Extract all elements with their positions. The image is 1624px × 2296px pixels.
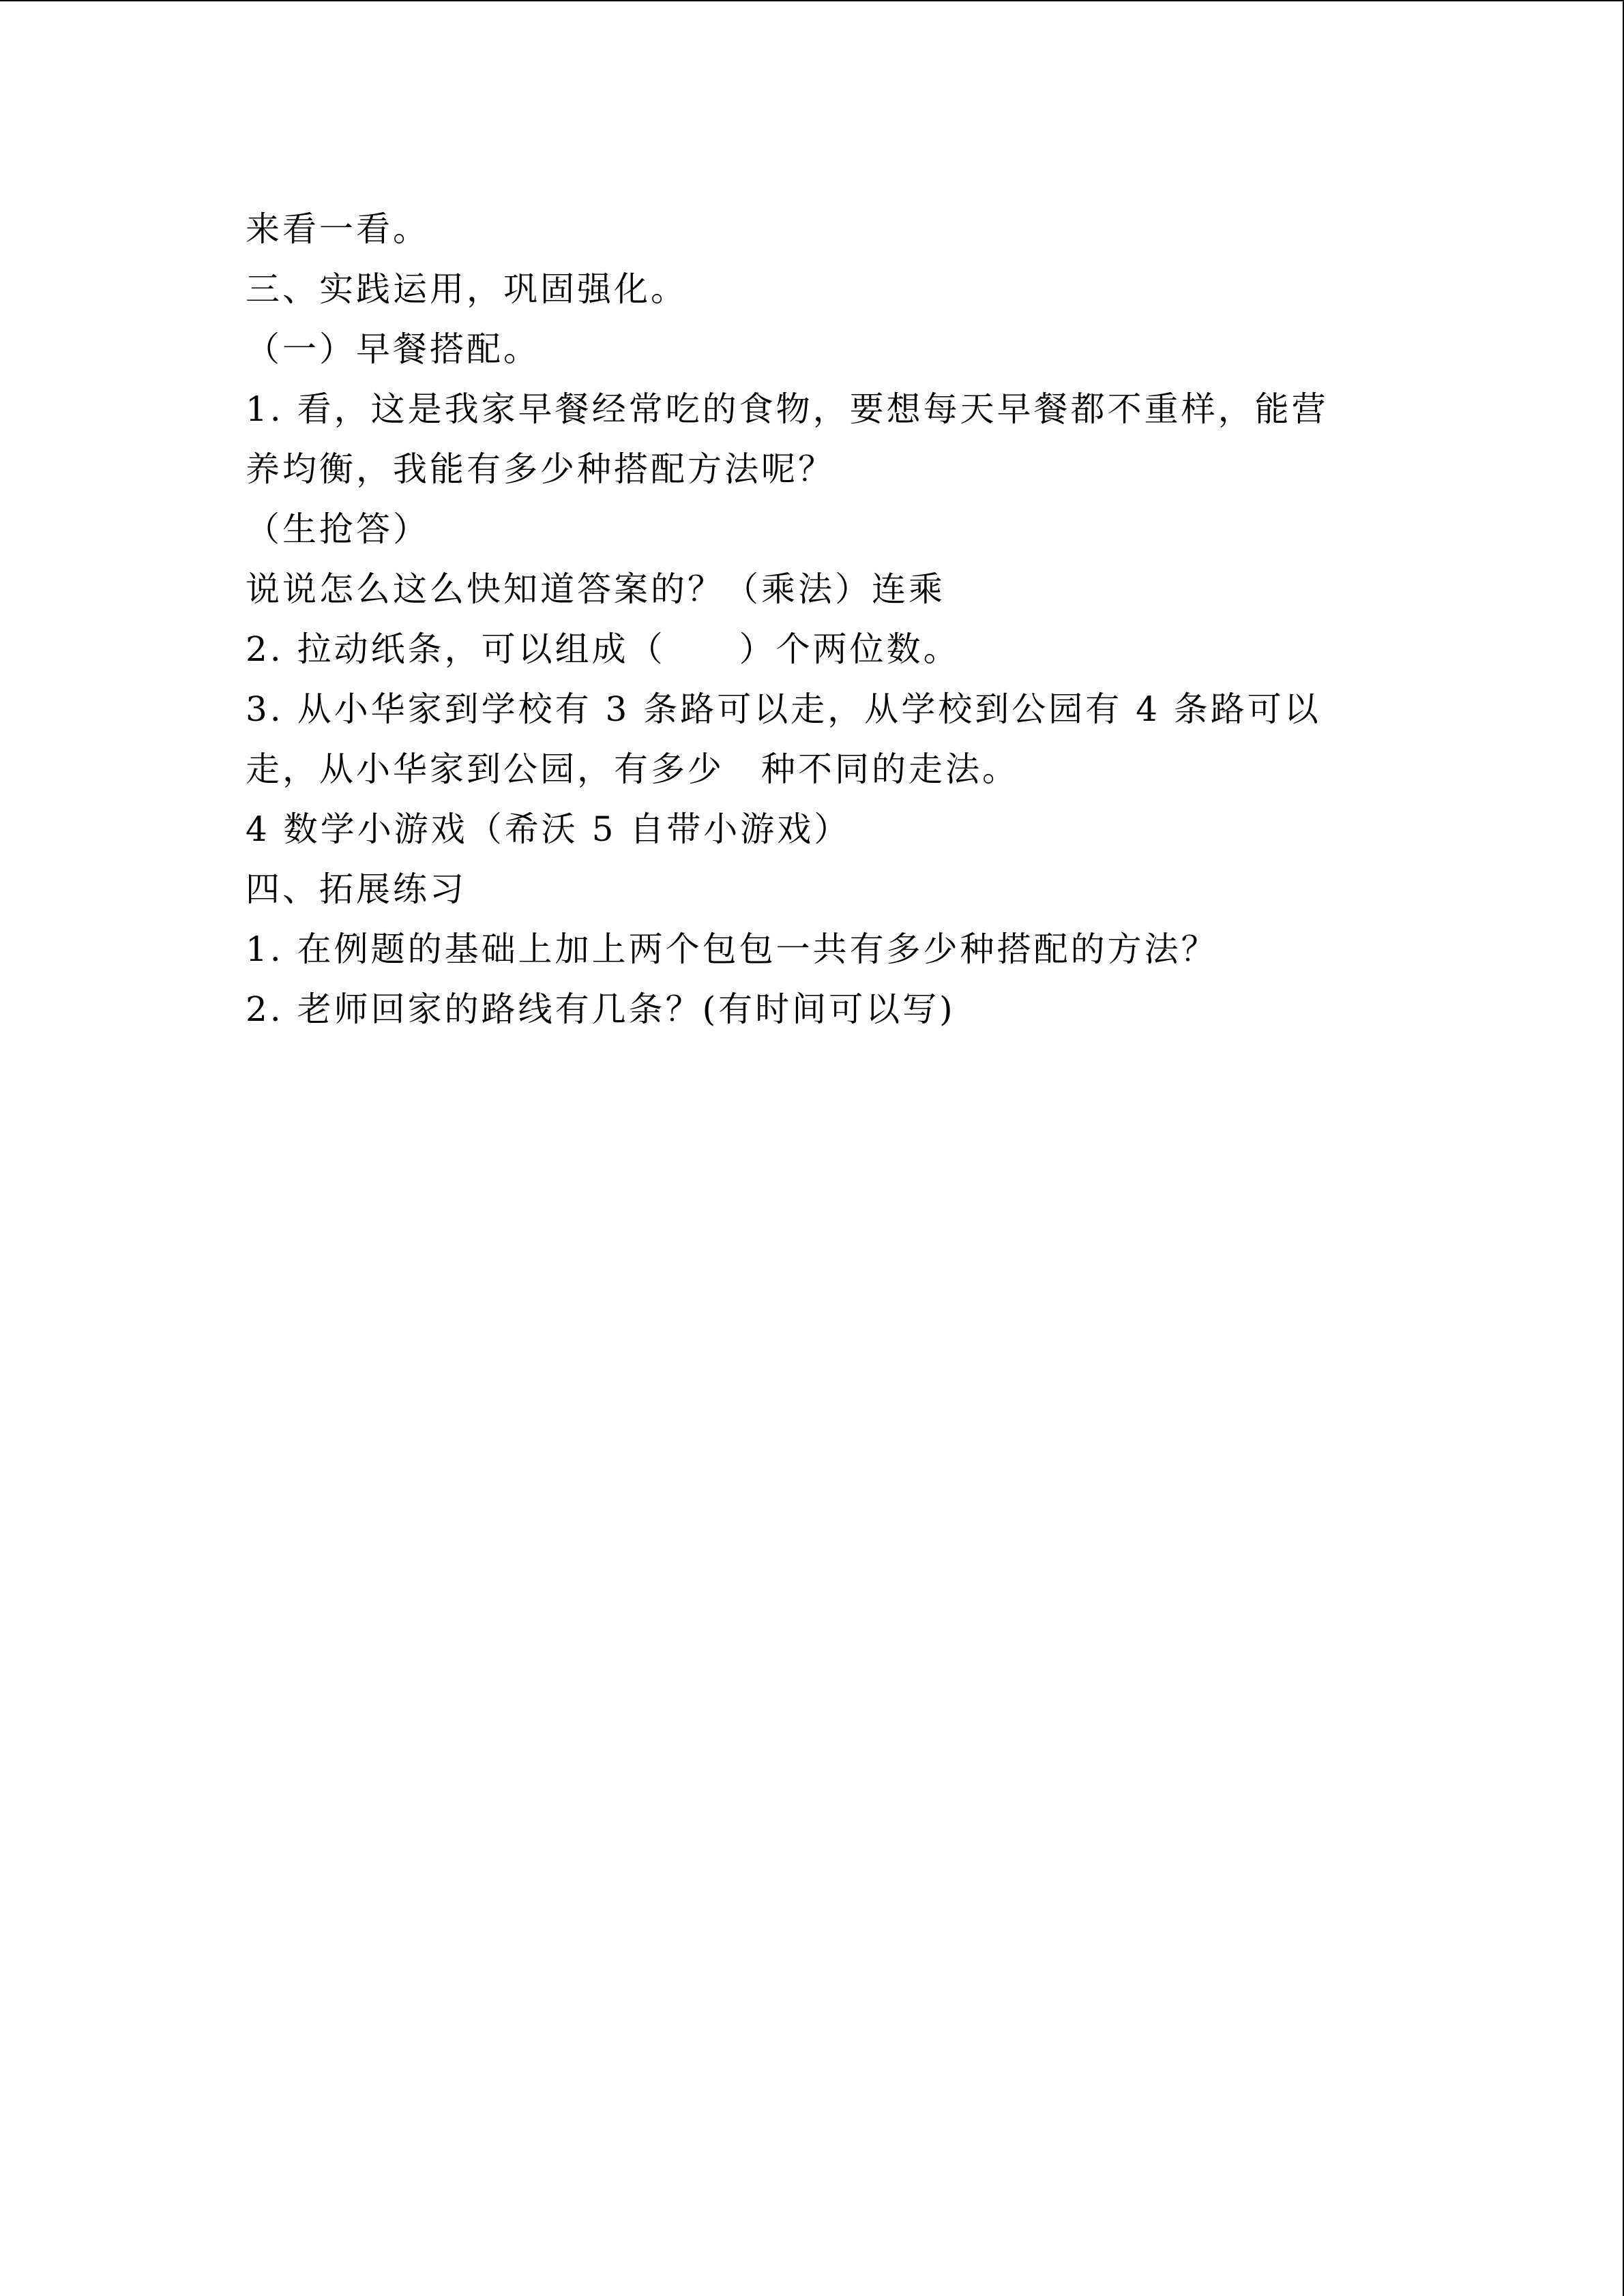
math-game-item: 4 数学小游戏（希沃 5 自带小游戏） bbox=[246, 809, 851, 849]
extension-question-1: 1. 在例题的基础上加上两个包包一共有多少种搭配的方法？ bbox=[246, 929, 1218, 969]
text-line-continuation: 来看一看。 bbox=[246, 209, 430, 249]
student-response-note: （生抢答） bbox=[246, 509, 430, 549]
explanation-prompt: 说说怎么这么快知道答案的？（乘法）连乘 bbox=[246, 569, 945, 609]
question-3-line-1: 3. 从小华家到学校有 3 条路可以走，从学校到公园有 4 条路可以 bbox=[246, 689, 1321, 729]
document-body bbox=[246, 199, 1405, 1039]
extension-question-2: 2. 老师回家的路线有几条？(有时间可以写) bbox=[246, 989, 956, 1029]
section-heading-practice: 三、实践运用，巩固强化。 bbox=[246, 269, 688, 309]
question-3-line-2: 走，从小华家到公园，有多少 种不同的走法。 bbox=[246, 749, 1019, 789]
section-heading-extension: 四、拓展练习 bbox=[246, 869, 467, 909]
subsection-heading-breakfast: （一）早餐搭配。 bbox=[246, 329, 540, 369]
question-1-line-1: 1. 看，这是我家早餐经常吃的食物，要想每天早餐都不重样，能营 bbox=[246, 389, 1329, 429]
question-1-line-2: 养均衡，我能有多少种搭配方法呢？ bbox=[246, 449, 835, 489]
question-2: 2. 拉动纸条，可以组成（ ）个两位数。 bbox=[246, 629, 960, 669]
